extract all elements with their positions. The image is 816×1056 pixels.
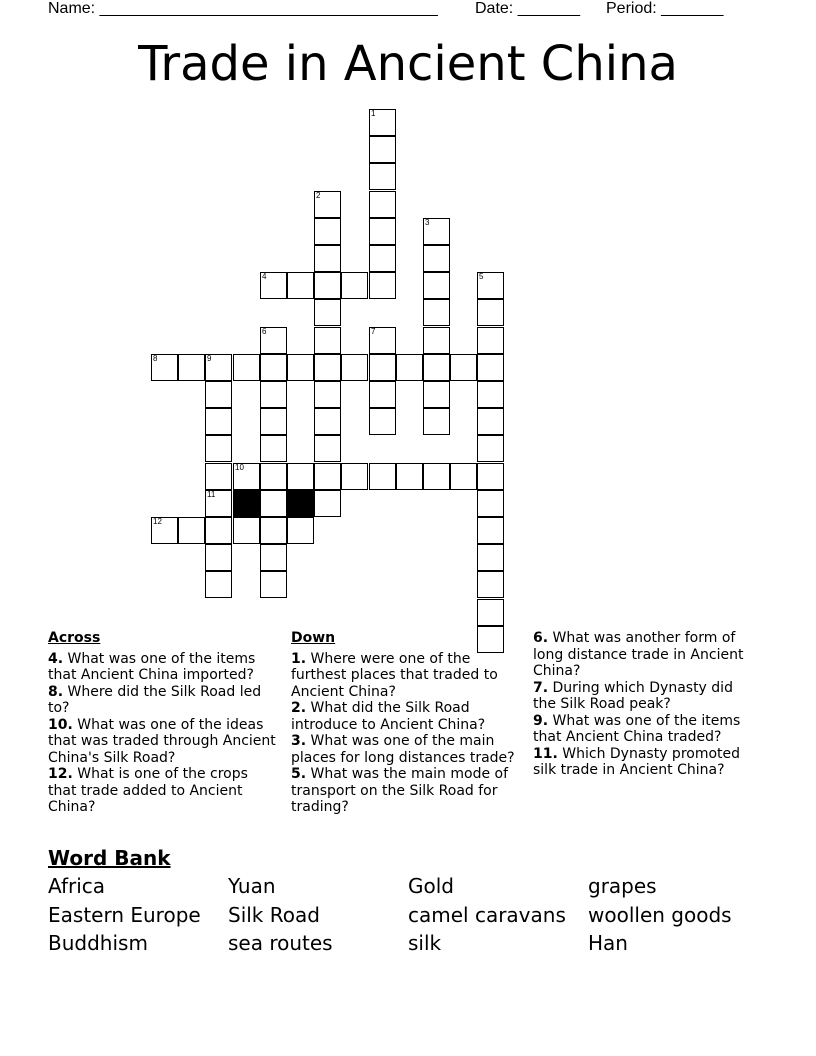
period-field[interactable]: Period: _______: [606, 0, 724, 17]
crossword-cell[interactable]: [369, 408, 396, 435]
crossword-cell[interactable]: [423, 218, 450, 245]
crossword-cell[interactable]: [151, 354, 178, 381]
crossword-cell[interactable]: [477, 435, 504, 462]
clue-number: 2: [316, 191, 321, 200]
crossword-cell[interactable]: [205, 354, 232, 381]
crossword-cell[interactable]: [314, 435, 341, 462]
word-bank-item: Silk Road: [228, 903, 320, 927]
crossword-cell[interactable]: [205, 490, 232, 517]
clue-number: 7: [371, 327, 376, 336]
clue-number: 5: [479, 272, 484, 281]
crossword-cell[interactable]: [314, 299, 341, 326]
crossword-cell[interactable]: [423, 463, 450, 490]
clue-5-down: 5. What was the main mode of transport on the Silk Road for trading?: [291, 766, 509, 815]
crossword-cell[interactable]: [477, 408, 504, 435]
clue-number: 10: [235, 463, 244, 472]
word-bank-item: Han: [588, 931, 628, 955]
crossword-cell[interactable]: [369, 191, 396, 218]
crossword-cell[interactable]: [178, 517, 205, 544]
crossword-cell[interactable]: [314, 245, 341, 272]
word-bank-item: sea routes: [228, 931, 333, 955]
word-bank-item: Yuan: [228, 874, 276, 898]
clue-10-across: 10. What was one of the ideas that was traded through Ancient China's Silk Road?: [48, 716, 276, 766]
crossword-cell[interactable]: [233, 517, 260, 544]
crossword-cell[interactable]: [477, 544, 504, 571]
clue-7-down: 7. During which Dynasty did the Silk Road peak?: [533, 679, 733, 712]
word-bank-item: Buddhism: [48, 931, 148, 955]
crossword-cell[interactable]: [260, 490, 287, 517]
clue-1-down: 1. Where were one of the furthest places that traded to Ancient China?: [291, 650, 498, 700]
crossword-cell[interactable]: [260, 544, 287, 571]
date-field[interactable]: Date: _______: [475, 0, 580, 17]
clue-number: 1: [371, 109, 376, 118]
crossword-cell[interactable]: [369, 245, 396, 272]
clue-number: 12: [153, 517, 162, 526]
name-field[interactable]: Name: ______________________________________: [48, 0, 438, 17]
crossword-cell[interactable]: [477, 599, 504, 626]
crossword-cell[interactable]: [477, 327, 504, 354]
word-bank-item: woollen goods: [588, 903, 732, 927]
clue-3-down: 3. What was one of the main places for long distances trade?: [291, 733, 515, 766]
crossword-cell[interactable]: [369, 272, 396, 299]
crossword-cell[interactable]: [205, 435, 232, 462]
crossword-cell[interactable]: [205, 517, 232, 544]
crossword-cell[interactable]: [369, 463, 396, 490]
crossword-cell[interactable]: [477, 490, 504, 517]
crossword-cell[interactable]: [450, 463, 477, 490]
word-bank-item: silk: [408, 931, 442, 955]
clue-number: 3: [425, 218, 430, 227]
crossword-cell[interactable]: [314, 191, 341, 218]
page-title: Trade in Ancient China: [138, 36, 678, 92]
word-bank-item: Eastern Europe: [48, 903, 201, 927]
clue-2-down: 2. What did the Silk Road introduce to Ancient China?: [291, 700, 486, 733]
crossword-cell[interactable]: [477, 571, 504, 598]
crossword-block: [233, 490, 260, 517]
crossword-cell[interactable]: [423, 354, 450, 381]
crossword-cell[interactable]: [287, 354, 314, 381]
down-clues: [291, 630, 523, 816]
crossword-cell[interactable]: [369, 163, 396, 190]
crossword-cell[interactable]: [314, 381, 341, 408]
crossword-cell[interactable]: [477, 463, 504, 490]
crossword-cell[interactable]: [396, 354, 423, 381]
crossword-cell[interactable]: [369, 109, 396, 136]
crossword-cell[interactable]: [314, 272, 341, 299]
down-heading: Down: [291, 630, 336, 646]
header: [48, 0, 768, 20]
crossword-cell[interactable]: [341, 354, 368, 381]
clue-11-down: 11. Which Dynasty promoted silk trade in Ancient China?: [533, 745, 741, 778]
down-clues-continued: [533, 630, 758, 779]
crossword-cell[interactable]: [477, 299, 504, 326]
crossword-cell[interactable]: [151, 517, 178, 544]
crossword-cell[interactable]: [314, 218, 341, 245]
crossword-cell[interactable]: [314, 354, 341, 381]
crossword-cell[interactable]: [205, 381, 232, 408]
crossword-cell[interactable]: [205, 544, 232, 571]
crossword-cell[interactable]: [260, 272, 287, 299]
crossword-cell[interactable]: [260, 327, 287, 354]
crossword-cell[interactable]: [369, 218, 396, 245]
crossword-cell[interactable]: [450, 354, 477, 381]
clue-8-across: 8. Where did the Silk Road led to?: [48, 683, 262, 716]
crossword-cell[interactable]: [260, 381, 287, 408]
crossword-cell[interactable]: [341, 272, 368, 299]
crossword-cell[interactable]: [396, 463, 423, 490]
word-bank-item: Africa: [48, 874, 106, 898]
crossword-cell[interactable]: [260, 354, 287, 381]
clue-number: 4: [262, 272, 267, 281]
crossword-cell[interactable]: [260, 571, 287, 598]
crossword-cell[interactable]: [260, 408, 287, 435]
across-clues: [48, 630, 276, 816]
crossword-cell[interactable]: [423, 408, 450, 435]
crossword-cell[interactable]: [477, 272, 504, 299]
crossword-cell[interactable]: [314, 490, 341, 517]
crossword-cell[interactable]: [233, 354, 260, 381]
crossword-cell[interactable]: [287, 272, 314, 299]
across-heading: Across: [48, 630, 101, 646]
crossword-cell[interactable]: [477, 354, 504, 381]
crossword-cell[interactable]: [423, 299, 450, 326]
clue-number: 6: [262, 327, 267, 336]
crossword-cell[interactable]: [341, 463, 368, 490]
crossword-cell[interactable]: [314, 463, 341, 490]
word-bank-item: grapes: [588, 874, 657, 898]
crossword-cell[interactable]: [423, 327, 450, 354]
clue-4-across: 4. What was one of the items that Ancient China imported?: [48, 650, 256, 683]
crossword-cell[interactable]: [178, 354, 205, 381]
word-bank-item: camel caravans: [408, 903, 566, 927]
crossword-cell[interactable]: [369, 136, 396, 163]
crossword-cell[interactable]: [205, 408, 232, 435]
crossword-cell[interactable]: [260, 435, 287, 462]
crossword-block: [287, 490, 314, 517]
crossword-cell[interactable]: [423, 381, 450, 408]
crossword-cell[interactable]: [260, 517, 287, 544]
clue-12-across: 12. What is one of the crops that trade added to Ancient China?: [48, 766, 248, 815]
crossword-cell[interactable]: [369, 381, 396, 408]
crossword-cell[interactable]: [314, 408, 341, 435]
clue-9-down: 9. What was one of the items that Ancient China traded?: [533, 712, 741, 745]
clue-6-down: 6. What was another form of long distance trade in Ancient China?: [533, 630, 744, 679]
crossword-cell[interactable]: [287, 463, 314, 490]
clue-number: 9: [207, 354, 212, 363]
word-bank-title: Word Bank: [48, 846, 171, 870]
clue-number: 11: [207, 490, 216, 499]
crossword-cell[interactable]: [205, 463, 232, 490]
crossword-cell[interactable]: [260, 463, 287, 490]
crossword-cell[interactable]: [369, 327, 396, 354]
word-bank-item: Gold: [408, 874, 454, 898]
crossword-cell[interactable]: [314, 327, 341, 354]
crossword-cell[interactable]: [423, 272, 450, 299]
crossword-cell[interactable]: [369, 354, 396, 381]
crossword-cell[interactable]: [287, 517, 314, 544]
crossword-cell[interactable]: [477, 381, 504, 408]
crossword-cell[interactable]: [205, 571, 232, 598]
crossword-cell[interactable]: [233, 463, 260, 490]
clue-number: 8: [153, 354, 158, 363]
crossword-cell[interactable]: [477, 517, 504, 544]
crossword-cell[interactable]: [423, 245, 450, 272]
